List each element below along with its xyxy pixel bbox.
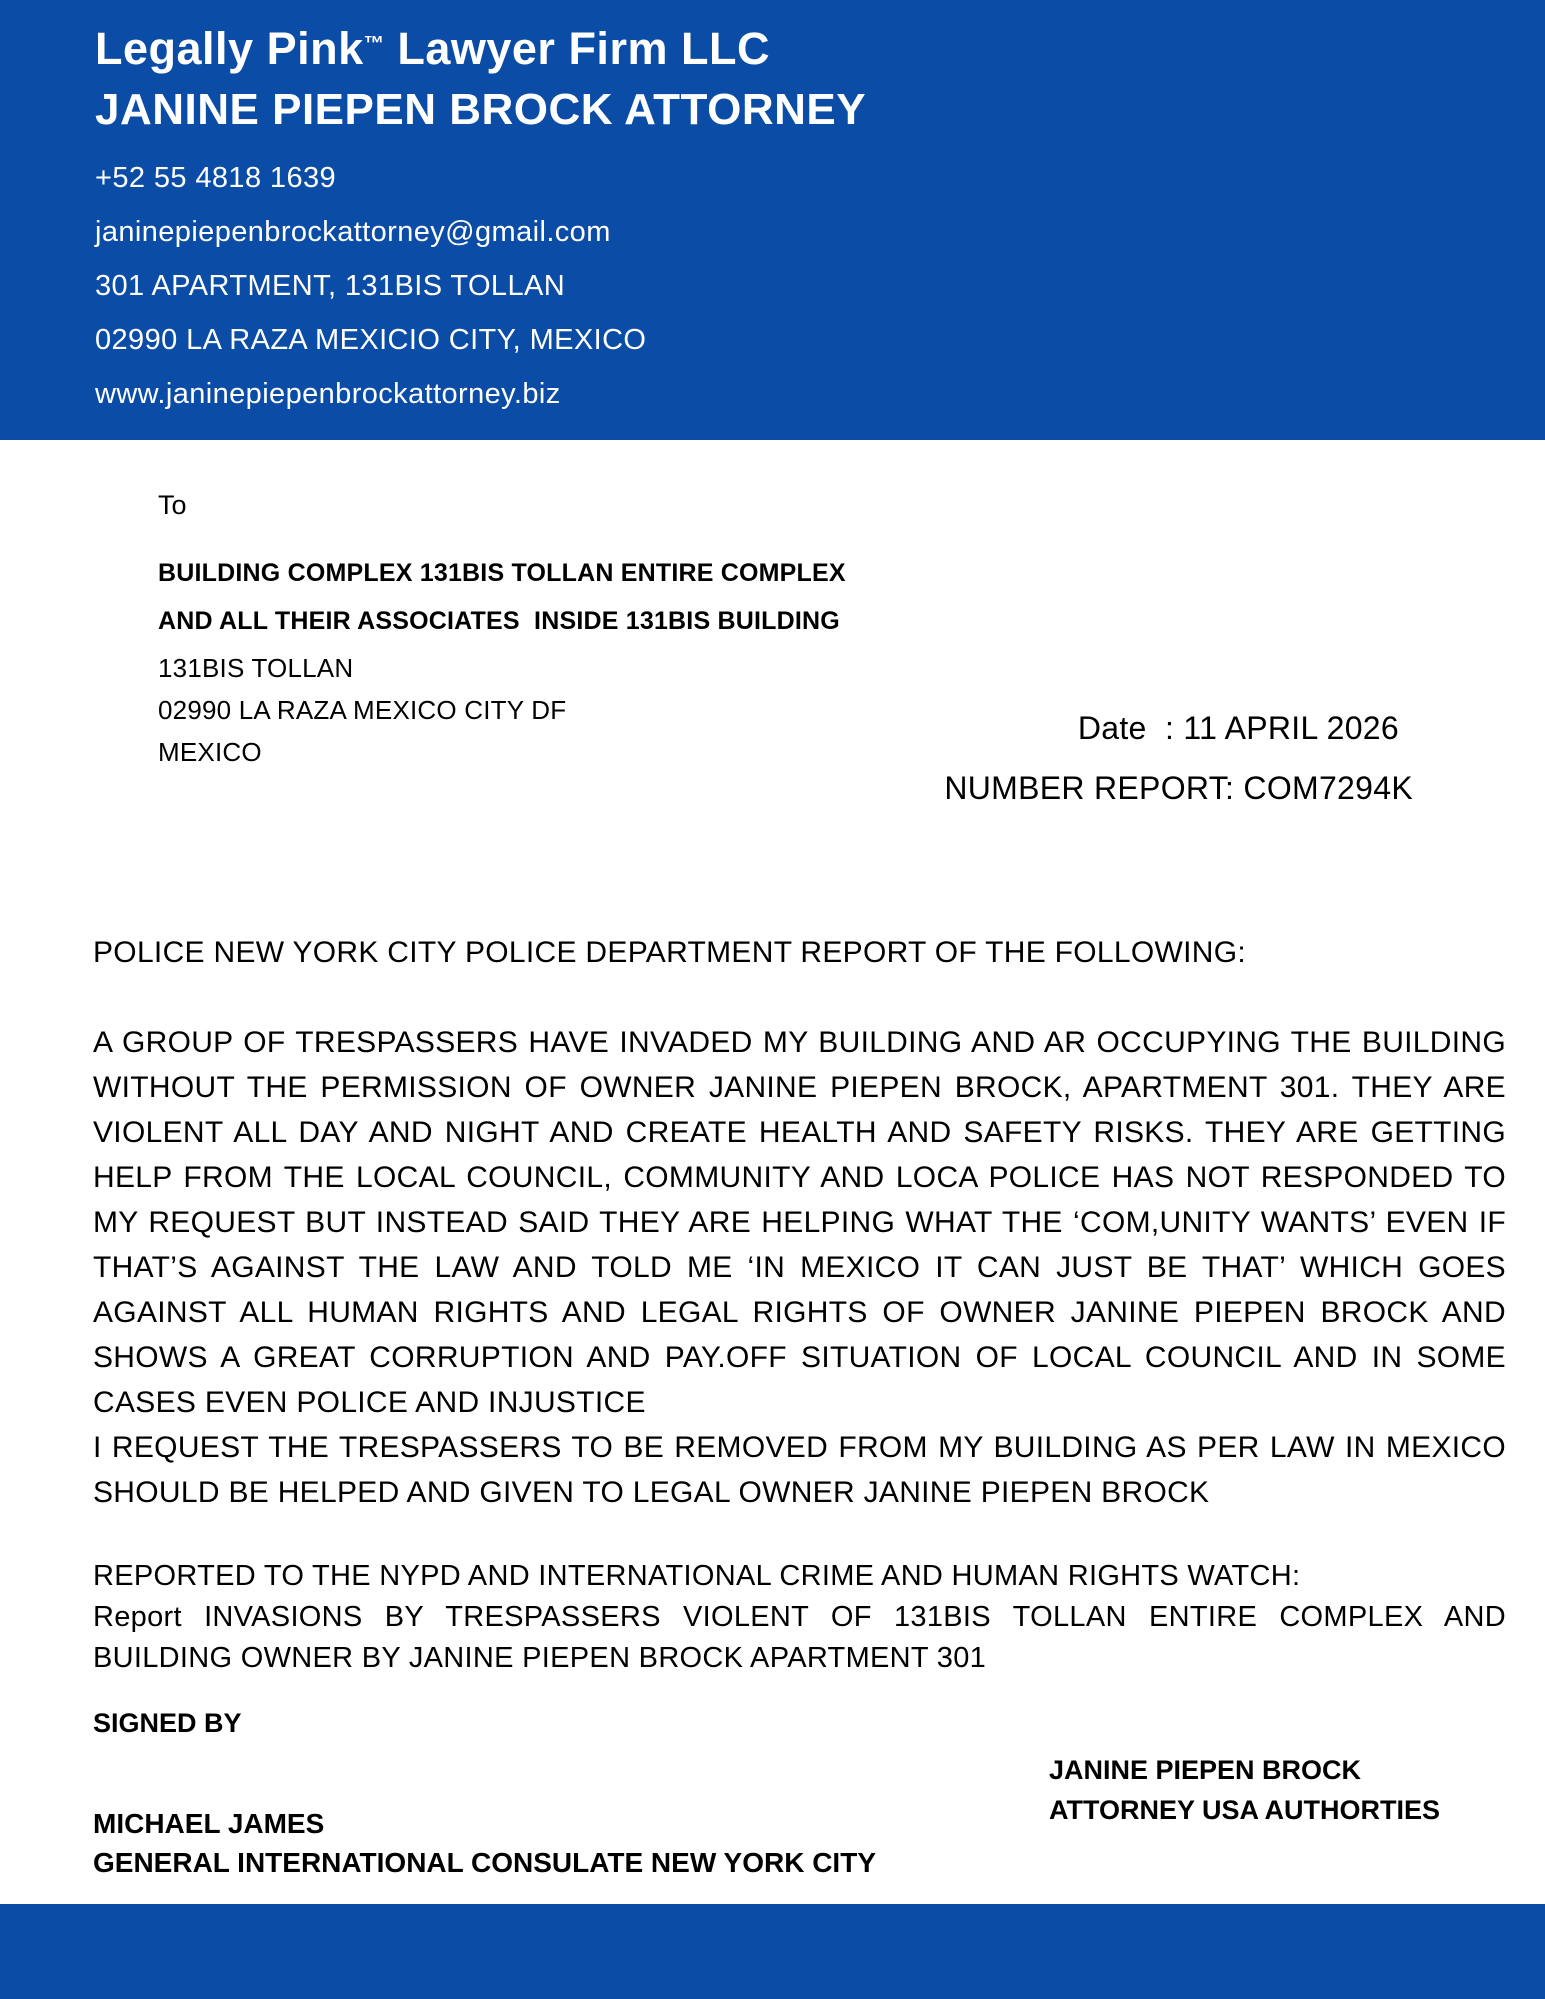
signed-by-label: SIGNED BY (93, 1708, 242, 1738)
firm-name (95, 14, 1505, 79)
contact-block (95, 151, 1505, 421)
signature-right-block (1049, 1750, 1440, 1830)
recipient-address-line2: 02990 LA RAZA MEXICO CITY DF (158, 695, 567, 725)
reported-heading: REPORTED TO THE NYPD AND INTERNATIONAL CRIME AND HUMAN RIGHTS WATCH: (93, 1560, 1301, 1592)
trademark-symbol: ™ (363, 33, 385, 55)
date-line: Date : 11 APRIL 2026 (1077, 710, 1399, 746)
letter-body (93, 930, 1506, 1515)
reported-block (93, 1556, 1506, 1679)
recipient-address-line1: 131BIS TOLLAN (158, 653, 354, 683)
contact-email: janinepiepenbrockattorney@gmail.com (95, 216, 611, 248)
contact-phone: +52 55 4818 1639 (95, 162, 337, 194)
signature-left-name: MICHAEL JAMES (93, 1808, 325, 1839)
recipient-name-line2: AND ALL THEIR ASSOCIATES INSIDE 131BIS BUILDING (158, 607, 840, 635)
letterhead (0, 0, 1545, 440)
attorney-name-title: JANINE PIEPEN BROCK ATTORNEY (95, 85, 867, 134)
meta-block (880, 706, 1413, 810)
report-description: Report INVASIONS BY TRESPASSERS VIOLENT OF 131BIS TOLLAN ENTIRE COMPLEX AND BUILDING OWNER BY JANINE PIEPEN BROCK APARTMENT 301 (93, 1601, 1506, 1674)
recipient-name-line1: BUILDING COMPLEX 131BIS TOLLAN ENTIRE COMPLEX (158, 559, 846, 587)
recipient-address-line3: MEXICO (158, 737, 262, 767)
footer-band (0, 1904, 1545, 1999)
request-paragraph: I REQUEST THE TRESPASSERS TO BE REMOVED FROM MY BUILDING AS PER LAW IN MEXICO SHOULD BE HELPED AND GIVEN TO LEGAL OWNER JANINE PIEPEN BROCK (93, 1431, 1506, 1509)
firm-name-text: Legally Pink (95, 23, 364, 74)
contact-website: www.janinepiepenbrockattorney.biz (95, 378, 561, 410)
signature-right-title: ATTORNEY USA AUTHORTIES (1049, 1795, 1441, 1825)
recipient-block (158, 492, 846, 773)
contact-address-line1: 301 APARTMENT, 131BIS TOLLAN (95, 270, 566, 302)
signature-left-block (93, 1804, 876, 1882)
complaint-paragraph: A GROUP OF TRESPASSERS HAVE INVADED MY BUILDING AND AR OCCUPYING THE BUILDING WITHOUT THE PERMISSION OF OWNER JANINE PIEPEN BROCK, APARTMENT 301. THEY ARE VIOLENT ALL DAY AND NIGHT AND CREATE HEALTH AND SAFETY RISKS. THEY ARE GETTING HELP FROM THE LOCAL COUNCIL, COMMUNITY AND LOCA POLICE HAS NOT RESPONDED TO MY REQUEST BUT INSTEAD SAID THEY ARE HELPING WHAT THE ‘COM,UNITY WANTS’ EVEN IF THAT’S AGAINST THE LAW AND TOLD ME ‘IN MEXICO IT CAN JUST BE THAT’ WHICH GOES AGAINST ALL HUMAN RIGHTS AND LEGAL RIGHTS OF OWNER JANINE PIEPEN BROCK AND SHOWS A GREAT CORRUPTION AND PAY.OFF SITUATION OF LOCAL COUNCIL AND IN SOME CASES EVEN POLICE AND INJUSTICE (93, 1026, 1506, 1419)
firm-name-suffix: Lawyer Firm LLC (384, 23, 770, 74)
to-label: To (158, 490, 187, 520)
signature-right-name: JANINE PIEPEN BROCK (1049, 1755, 1362, 1785)
body-intro: POLICE NEW YORK CITY POLICE DEPARTMENT REPORT OF THE FOLLOWING: (93, 936, 1247, 969)
signature-left-title: GENERAL INTERNATIONAL CONSULATE NEW YORK CITY (93, 1847, 876, 1878)
report-number-line: NUMBER REPORT: COM7294K (944, 770, 1413, 806)
contact-address-line2: 02990 LA RAZA MEXICIO CITY, MEXICO (95, 324, 647, 356)
